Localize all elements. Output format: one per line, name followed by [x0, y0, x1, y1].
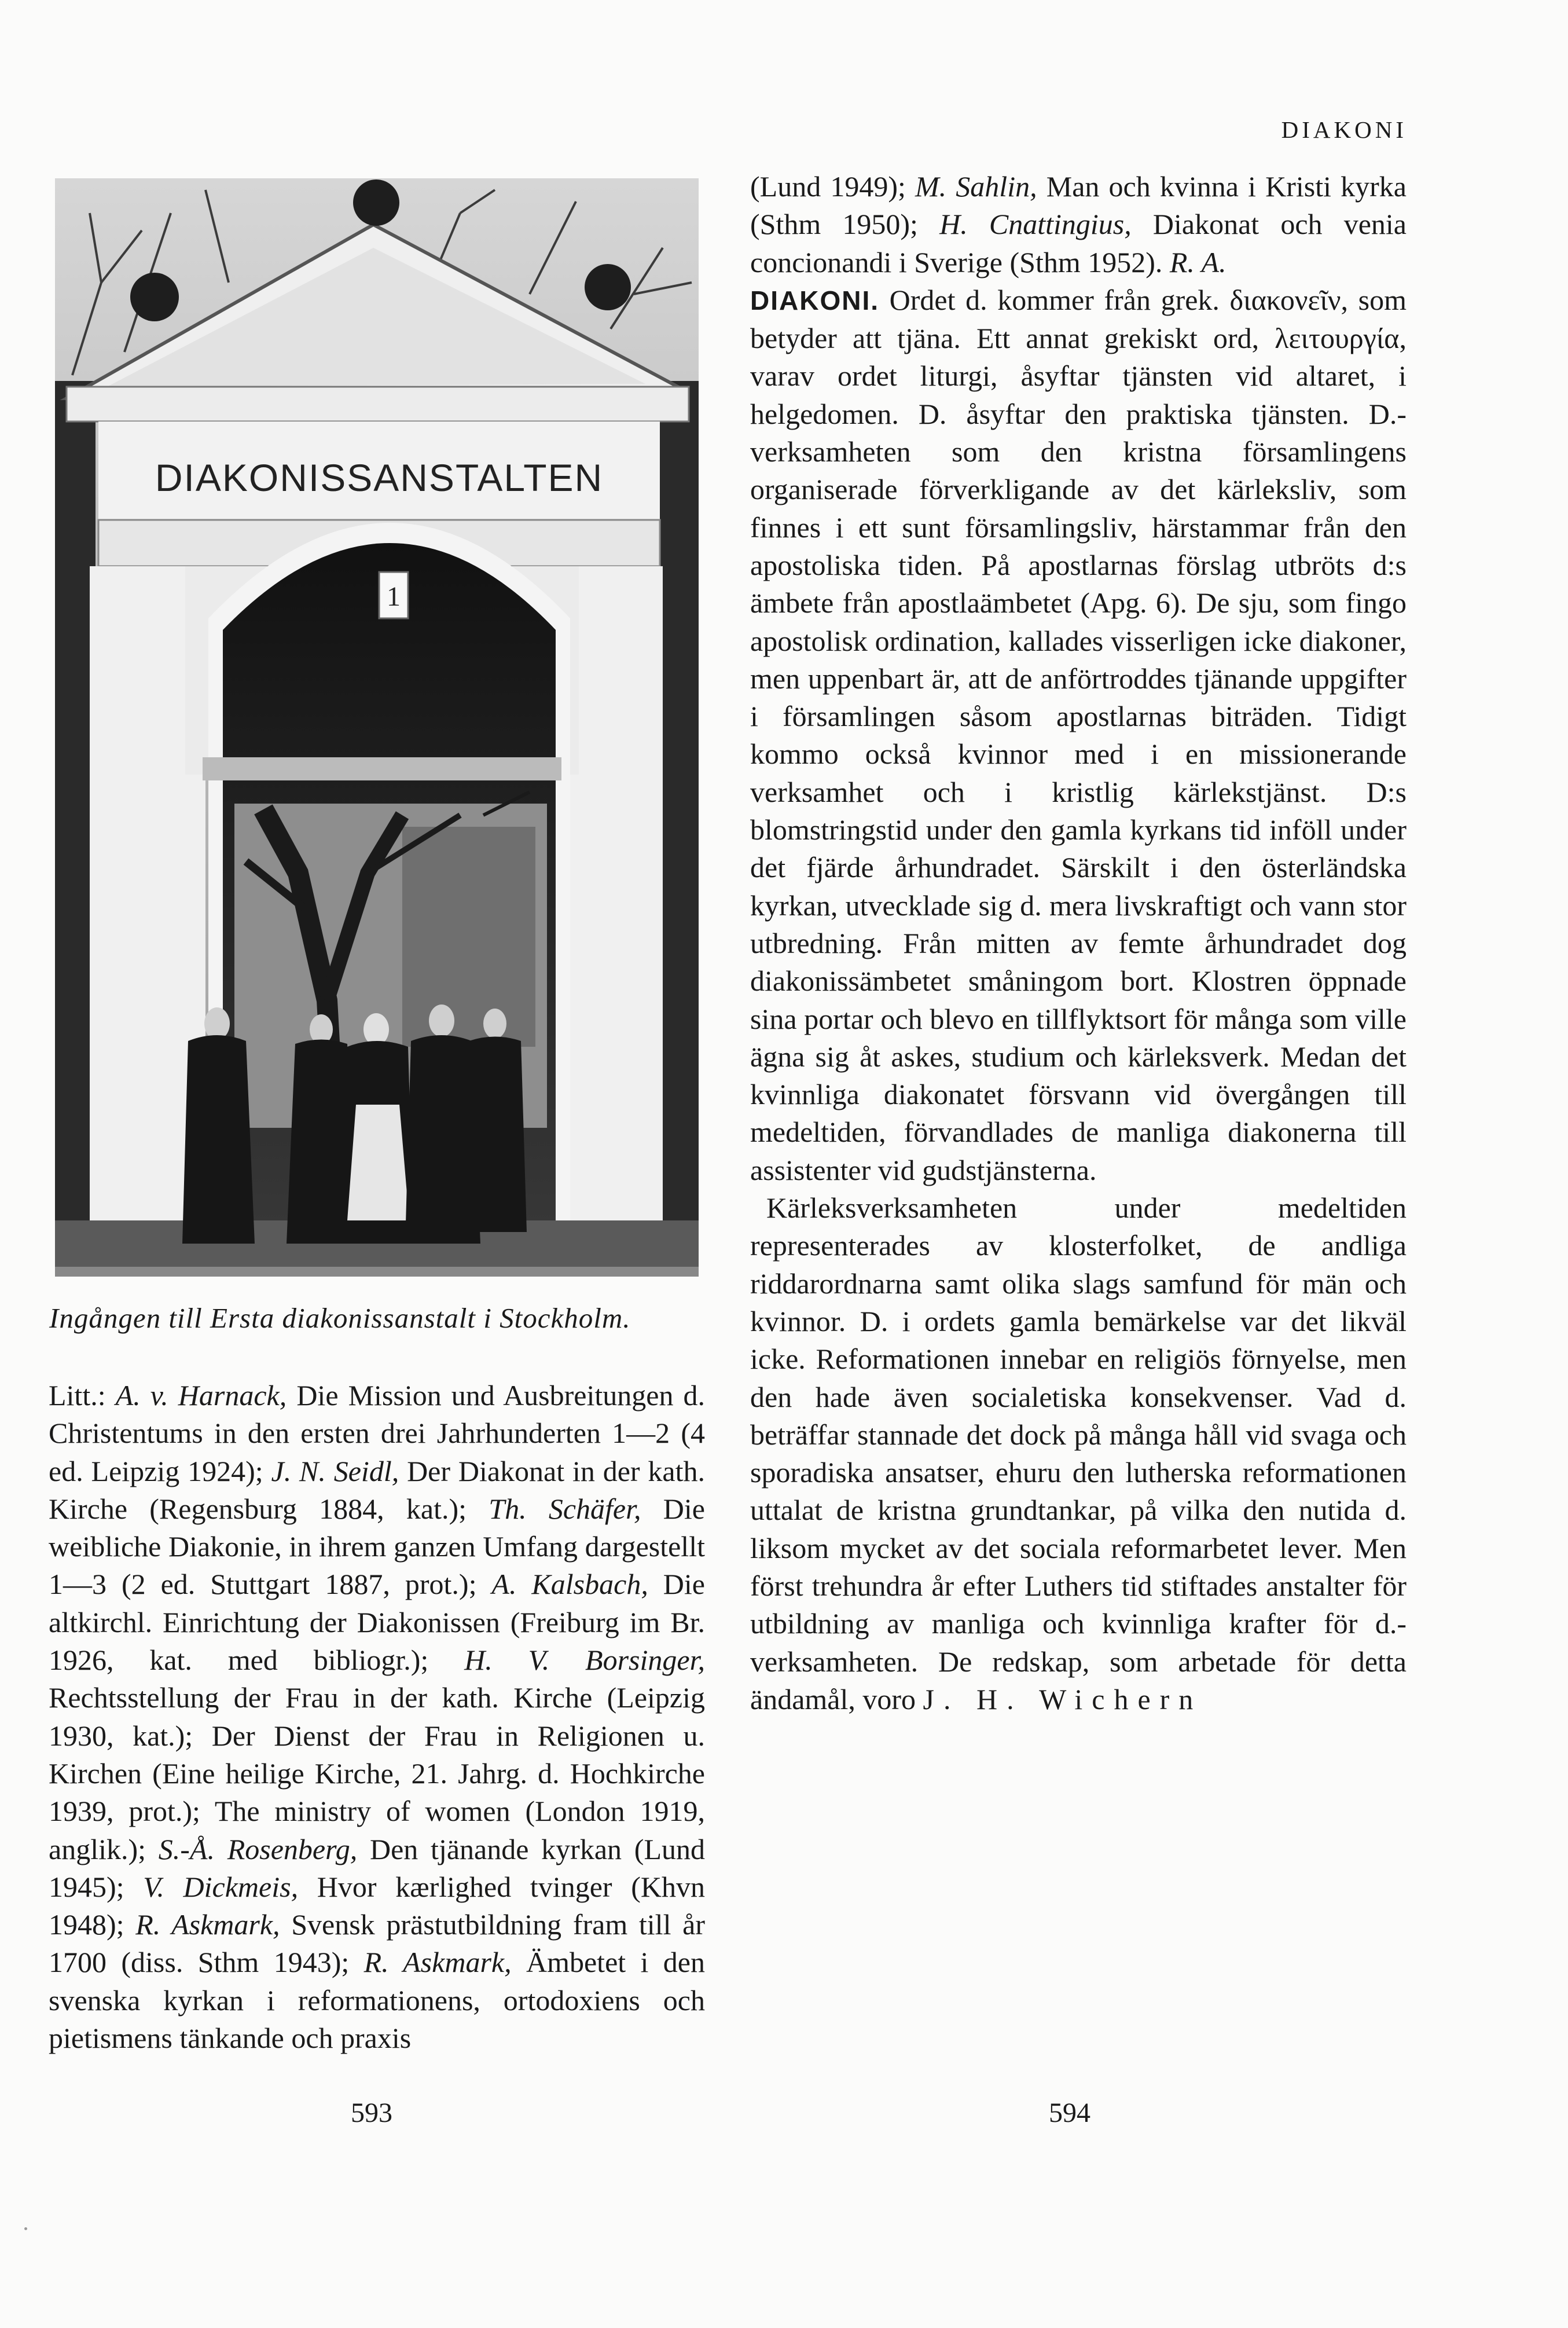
photo-caption: Ingången till Ersta diakonissanstalt i Stockholm. — [49, 1302, 631, 1334]
page-number-right: 594 — [1049, 2098, 1090, 2128]
bibliography-paragraph — [49, 1377, 705, 2057]
text-run: Hvor kærlighed tvinger (Khvn 1948); — [49, 1870, 706, 1941]
text-run: Kärleksverksamheten under medeltiden representerades av klosterfolket, de andliga riddarordnarna samt olika slags samfund för män och kvinnor. D. i ordets gamla bemärkelse var det likväl icke. Reformationen innebar en religiös förnyelse, men den hade även socialetiska konsekvenser. Vad d. beträffar stannade det dock på många håll vid svaga och sporadiska ansatser, ehuru den lutherska reformationen uttalat de kristna grundtankar, på vilka den nutida d. liksom mycket av det sociala reformarbetet lever. Men först trehundra år efter Luthers tid stiftades anstalter för utbildning av manliga och kvinnliga krafter för d.-verksamheten. De redskap, som arbetade för detta ändamål, voro — [750, 1192, 1407, 1715]
author-name: R. A. — [1169, 245, 1227, 278]
author-name: Th. Schäfer, — [489, 1492, 641, 1525]
text-run: Diakonat och venia concionandi i Sverige (Sthm 1952). — [750, 208, 1407, 278]
author-name: R. Askmark, — [135, 1908, 280, 1941]
text-run: Ordet d. kommer från grek. διακονεῖν, som betyder att tjäna. Ett annat grekiskt ord, λειτουργία, varav ordet liturgi, åsyftar tjänsten vid altaret, i helgedomen. D. åsyftar den praktiska tjänsten. D.-verksamheten som den kristna församlingens organiserade förverkligande av det kärleksliv, som finnes i ett sunt församlingsliv, härstammar från den apostoliska tiden. På apostlarnas förslag utbröts d:s ämbete från apostlaämbetet (Apg. 6). De sju, som fingo apostolisk ordination, kallades visserligen icke diakoner, men uppenbart är, att de anförtroddes tjänande uppgifter i församlingen såsom apostlarnas biträden. Tidigt kommo också kvinnor med i en missionerande verksamhet och i kristlig kärlekstjänst. D:s blomstringstid under den gamla kyrkans tid inföll under det fjärde århundradet. Särskilt i den österländska kyrkan, utvecklade sig d. mera livskraftigt och vann stor utbredning. Från mitten av femte århundradet dog diakonissämbetet småningom bort. Klostren öppnade sina portar och blevo en tillflyktsort för många som ville ägna sig åt askes, studium och kärleksverk. Medan det kvinnliga diakonatet försvann vid övergången till medeltiden, förvandlades de manliga diakonerna till assistenter vid gudstjänsterna. — [750, 283, 1407, 1186]
text-run: Die Mission und Ausbreitungen d. Christentums in den ersten drei Jahrhunderten 1—2 (4 ed. Leipzig 1924); — [49, 1379, 706, 1487]
author-name: M. Sahlin, — [915, 170, 1037, 203]
left-column — [49, 1377, 705, 2057]
right-column — [750, 168, 1407, 1718]
running-header: DIAKONI — [1281, 116, 1407, 143]
text-run: Rechtsstellung der Frau in der kath. Kirche (Leipzig 1930, kat.); Der Dienst der Frau in Religionen u. Kirchen (Eine heilige Kirche, 21. Jahrg. d. Hochkirche 1939, prot.); The ministry of women (London 1919, anglik.); — [49, 1681, 705, 1865]
text-run: (Lund 1949); — [750, 170, 916, 203]
text-run: Svensk prästutbildning fram till år 1700 (diss. Sthm 1943); — [49, 1908, 706, 1979]
photo-illustration — [55, 178, 699, 1277]
author-name: H. Cnattingius, — [939, 208, 1132, 241]
text-run: Die weibliche Diakonie, in ihrem ganzen Umfang dargestellt 1—3 (2 ed. Stuttgart 1887, prot.); — [49, 1492, 705, 1601]
photo-ersta-entrance — [55, 178, 699, 1277]
text-run: Ämbetet i den svenska kyrkan i reformationens, ortodoxiens och pietismens tänkande och praxis — [49, 1946, 706, 2055]
text-run: Der Diakonat in der kath. Kirche (Regensburg 1884, kat.); — [49, 1454, 705, 1525]
keyword: DIAKONI. — [750, 285, 879, 316]
article-diakoni-paragraph — [750, 1189, 1407, 1718]
sign-lettering: DIAKONISSANSTALTEN — [155, 456, 604, 499]
author-name: A. Kalsbach, — [491, 1568, 648, 1601]
speck — [24, 2227, 27, 2230]
page-number-left: 593 — [351, 2098, 392, 2128]
author-name: A. v. Harnack, — [115, 1379, 287, 1412]
author-name: H. V. Borsinger, — [464, 1644, 706, 1677]
sign-number: 1 — [387, 581, 401, 612]
author-name: J. N. Seidl, — [271, 1454, 399, 1487]
text-run: Man och kvinna i Kristi kyrka (Sthm 1950); — [750, 170, 1407, 241]
author-name: R. Askmark, — [363, 1946, 512, 1979]
text-run: Litt.: — [49, 1379, 116, 1412]
author-name: S.-Å. Rosenberg, — [158, 1832, 358, 1865]
bibliography-continuation — [750, 168, 1407, 281]
text-run: Die altkirchl. Einrichtung der Diakonissen (Freiburg im Br. 1926, kat. med bibliogr.); — [49, 1568, 705, 1677]
article-diakoni-intro — [750, 281, 1407, 1189]
author-name: V. Dickmeis, — [143, 1870, 299, 1903]
spaced-name: J. H. Wichern — [923, 1682, 1203, 1715]
text-run: Den tjänande kyrkan (Lund 1945); — [49, 1832, 705, 1903]
